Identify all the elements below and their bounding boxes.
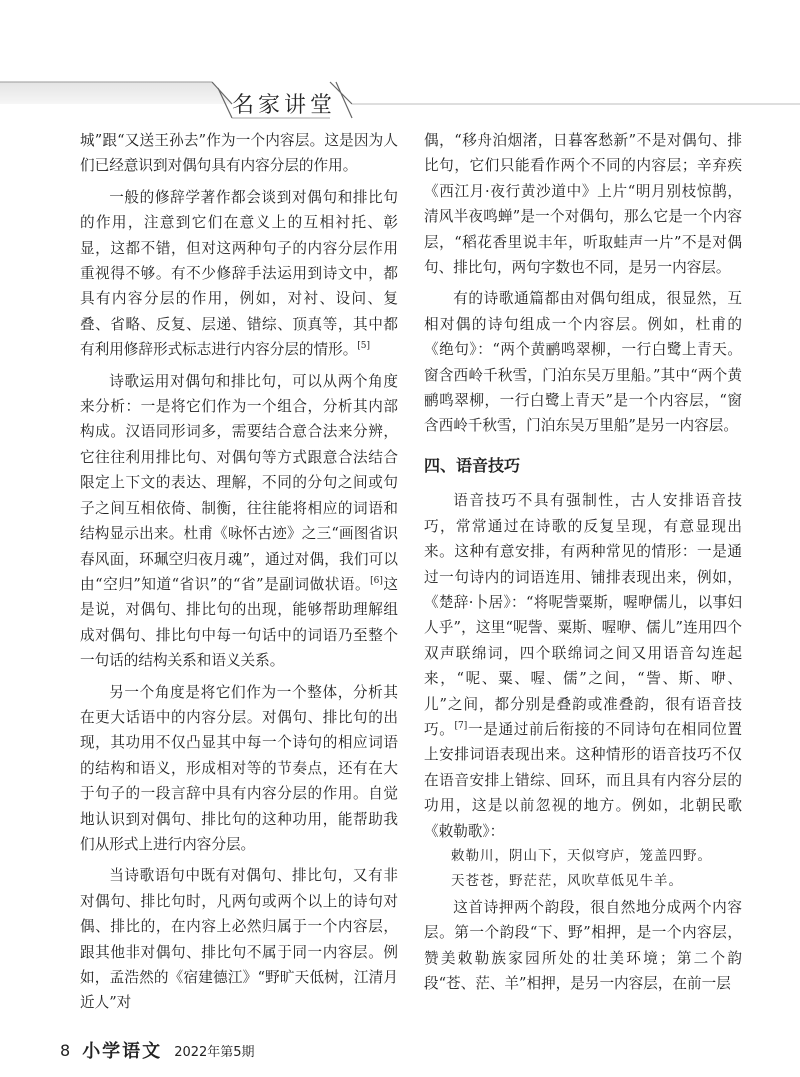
magazine-name: 小学语文	[82, 1041, 163, 1062]
poem-line: 敕勒川，阴山下，天似穹庐，笼盖四野。	[451, 847, 712, 864]
poem-line: 天苍苍，野茫茫，风吹草低见牛羊。	[451, 873, 683, 890]
paragraph: 偶，“移舟泊烟渚，日暮客愁新”不是对偶句、排比句，它们只能看作两个不同的内容层；辛弃疾《西江月·夜行黄沙道中》上片“明月别枝惊鹊，清风半夜鸣蝉”是一个对偶句，那么它是一个内容层，“稻花香里说丰年，听取蛙声一片”不是对偶句、排比句，两句字数也不同，是另一内容层。	[424, 132, 742, 277]
paragraph: 当诗歌语句中既有对偶句、排比句，又有非对偶句、排比句时，凡两句或两个以上的诗句对偶、排比的，在内容上必然归属于一个内容层，跟其他非对偶句、排比句不属于同一内容层。例如，孟浩然的《宿建德江》“野旷天低树，江清月近人”对	[80, 867, 398, 1012]
paragraph: 这首诗押两个韵段，很自然地分成两个内容层。第一个韵段“下、野”相押，是一个内容层，赞美敕勒族家园所处的壮美环境；第二个韵段“苍、茫、羊”相押，是另一内容层，在前一层	[424, 898, 742, 992]
right-column	[424, 128, 742, 996]
section-title: 名家讲堂	[232, 93, 337, 118]
paragraph: 诗歌运用对偶句和排比句，可以从两个角度来分析：一是将它们作为一个组合，分析其内部构成。汉语同形词多，需要结合意合法来分辨，它往往利用排比句、对偶句等方式跟意合法结合限定上下文的表达、理解，不同的分句之间或句子之间互相依倚、制衡，往往能将相应的词语和结构显示出来。杜甫《咏怀古迹》之三“画图省识春风面，环珮空归夜月魂”，通过对偶，我们可以由“空归”知道“省识”的“省”是副词做状语。[6]这是说，对偶句、排比句的出现，能够帮助理解组成对偶句、排比句中每一句话中的词语乃至整个一句话的结构关系和语义关系。	[80, 372, 398, 670]
section-header-band	[0, 0, 800, 140]
paragraph: 另一个角度是将它们作为一个整体，分析其在更大话语中的内容分层。对偶句、排比句的出现，其功用不仅凸显其中每一个诗句的相应词语的结构和语义，形成相对等的节奏点，还有在大于句子的一段言辞中具有内容分层的作用。自觉地认识到对偶句、排比句的这种功用，能帮助我们从形式上进行内容分层。	[80, 683, 398, 853]
paragraph: 一般的修辞学著作都会谈到对偶句和排比句的作用，注意到它们在意义上的互相衬托、彰显，这都不错，但对这两种句子的内容分层作用重视得不够。有不少修辞手法运用到诗文中，都具有内容分层的作用，例如，对衬、设问、复叠、省略、反复、层递、错综、顶真等，其中都有利用修辞形式标志进行内容分层的情形。[5]	[80, 188, 398, 359]
footnote-ref: [7]	[454, 721, 468, 732]
left-column	[80, 128, 398, 1016]
page-number: 8	[60, 1040, 71, 1060]
footnote-ref: [5]	[357, 341, 371, 352]
section-heading: 四、语音技巧	[424, 455, 521, 475]
page-footer	[60, 1036, 255, 1064]
issue-label: 2022年第5期	[174, 1044, 255, 1060]
paragraph: 语音技巧不具有强制性，古人安排语音技巧，常常通过在诗歌的反复呈现，有意显现出来。这种有意安排，有两种常见的情形：一是通过一句诗内的词语连用、铺排表现出来，例如，《楚辞·卜居》：“将呢訾粟斯，喔咿儒儿，以事妇人乎”，这里“呢訾、粟斯、喔咿、儒儿”连用四个双声联绵词，四个联绵词之间又用语音勾连起来，“呢、粟、喔、儒”之间，“訾、斯、咿、儿”之间，都分别是叠韵或准叠韵，很有语音技巧。[7]一是通过前后衔接的不同诗句在相同位置上安排词语表现出来。这种情形的语音技巧不仅在语音安排上错综、回环，而且具有内容分层的功用，这是以前忽视的地方。例如，北朝民歌《敕勒歌》：	[424, 492, 742, 840]
paragraph: 有的诗歌通篇都由对偶句组成，很显然，互相对偶的诗句组成一个内容层。例如，杜甫的《绝句》：“两个黄鹂鸣翠柳，一行白鹭上青天。窗含西岭千秋雪，门泊东吴万里船。”其中“两个黄鹂鸣翠柳，一行白鹭上青天”是一个内容层，“窗含西岭千秋雪，门泊东吴万里船”是另一内容层。	[424, 290, 742, 435]
footnote-ref: [6]	[370, 576, 383, 587]
paragraph: 城”跟“又送王孙去”作为一个内容层。这是因为人们已经意识到对偶句具有内容分层的作用。	[80, 132, 398, 175]
